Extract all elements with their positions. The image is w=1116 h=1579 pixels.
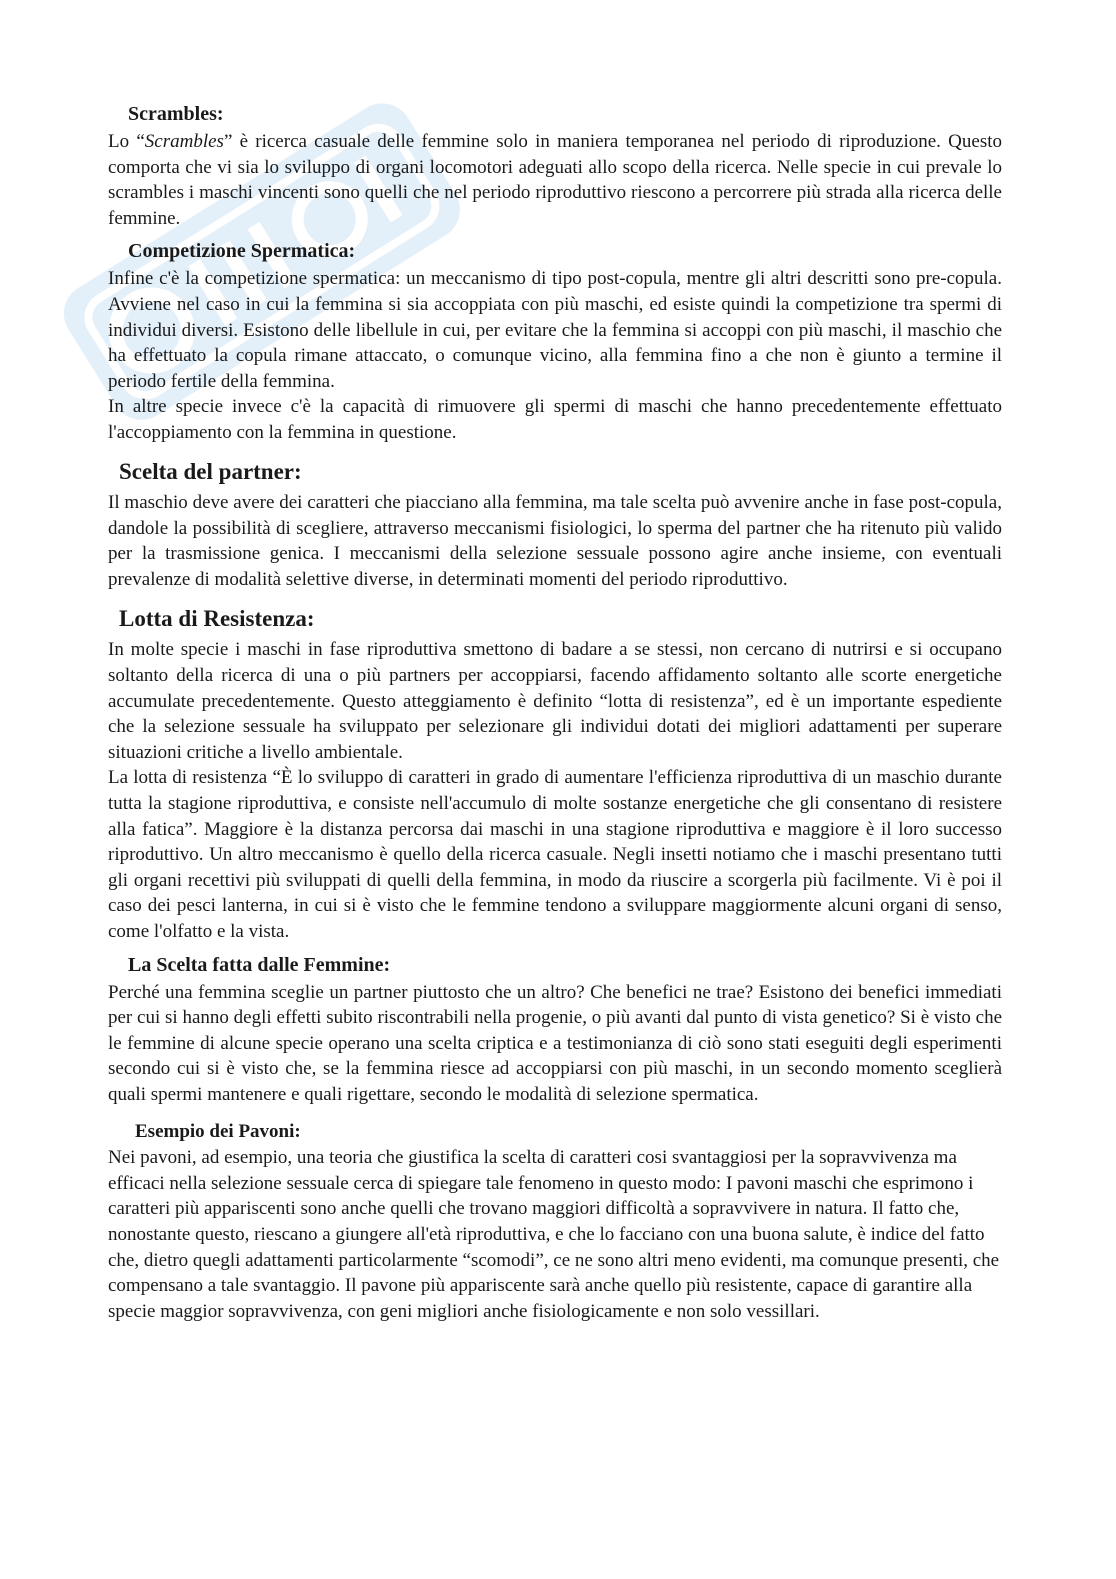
text-run: Lo “: [108, 131, 145, 152]
section-heading: La Scelta fatta dalle Femmine:: [128, 953, 391, 976]
section-scelta-del-partner: [108, 458, 1002, 593]
document-page: [108, 100, 1002, 1324]
section-competizione-spermatica: [108, 239, 1002, 445]
section-heading: Esempio dei Pavoni:: [135, 1120, 301, 1142]
paragraph: In altre specie invece c'è la capacità di rimuovere gli spermi di maschi che hanno precedentemente effettuato l'accoppiamento con la femmina in questione.: [108, 396, 1002, 443]
paragraph: [108, 129, 1002, 231]
section-lotta-di-resistenza: [108, 605, 1002, 945]
italic-term: Scrambles: [144, 131, 224, 152]
section-heading: Competizione Spermatica:: [128, 240, 356, 263]
paragraph: Infine c'è la competizione spermatica: un meccanismo di tipo post-copula, mentre gli altri descritti sono pre-copula. Avviene nel caso in cui la femmina si sia accoppiata con più maschi, ed esiste quindi la competizione tra spermi di individui diversi. Esistono delle libellule in cui, per evitare che la femmina si accoppi con più maschi, il maschio che ha effettuato la copula rimane attaccato, o comunque vicino, alla femmina fino a che non è giunto a termine il periodo fertile della femmina.: [108, 268, 1002, 392]
paragraph: Il maschio deve avere dei caratteri che piacciano alla femmina, ma tale scelta può avvenire anche in fase post-copula, dandole la possibilità di scegliere, attraverso meccanismi fisiologici, lo sperma del partner che ha ritenuto più valido per la trasmissione genica. I meccanismi della selezione sessuale possono agire anche insieme, con eventuali prevalenze di modalità selettive diverse, in determinati momenti del periodo riproduttivo.: [108, 492, 1002, 591]
paragraph: In molte specie i maschi in fase riproduttiva smettono di badare a se stessi, non cercano di nutrirsi e si occupano soltanto della ricerca di una o più partners per accoppiarsi, facendo affidamento soltanto alle scorte energetiche accumulate precedentemente. Questo atteggiamento è definito “lotta di resistenza”, ed è un importante espediente che la selezione sessuale ha sviluppato per selezionare gli individui dotati dei migliori adattamenti per superare situazioni critiche a livello ambientale.: [108, 639, 1002, 763]
paragraph: Perché una femmina sceglie un partner piuttosto che un altro? Che benefici ne trae? Esistono dei benefici immediati per cui si hanno degli effetti subito riscontrabili nella progenie, o più avanti dal punto di vista genetico? Si è visto che le femmine di alcune specie operano una scelta criptica e a testimonianza di ciò sono stati eseguiti degli esperimenti secondo cui si è visto che, se la femmina riesce ad accoppiarsi con più maschi, in un secondo momento sceglierà quali spermi mantenere e quali rigettare, secondo le modalità di selezione spermatica.: [108, 981, 1002, 1105]
section-heading: Scelta del partner:: [119, 458, 302, 484]
section-heading: Scrambles:: [128, 103, 224, 125]
section-scelta-femmine: [108, 953, 1002, 1108]
paragraph: La lotta di resistenza “È lo sviluppo di caratteri in grado di aumentare l'efficienza riproduttiva di un maschio durante tutta la stagione riproduttiva, e consiste nell'accumulo di molte sostanze energetiche che gli consentano di resistere alla fatica”. Maggiore è la distanza percorsa dai maschi in una stagione riproduttiva e maggiore è il loro successo riproduttivo. Un altro meccanismo è quello della ricerca casuale. Negli insetti notiamo che i maschi presentano tutti gli organi recettivi più sviluppati di quelli della femmina, in modo da riuscire a scorgerla più facilmente. Vi è poi il caso dei pesci lanterna, in cui si è visto che le femmine tendono a sviluppare maggiormente alcuni organi di senso, come l'olfatto e la vista.: [108, 767, 1002, 942]
section-esempio-pavoni: [108, 1120, 1002, 1325]
text-run: ” è ricerca casuale delle femmine solo in maniera temporanea nel periodo di riproduzione. Questo comporta che vi sia lo sviluppo di organi locomotori adeguati allo scopo della ricerca. Nelle specie in cui prevale lo scrambles i maschi vincenti sono quelli che nel periodo riproduttivo riescono a percorrere più strada alla ricerca delle femmine.: [108, 131, 1002, 229]
section-scrambles: [108, 102, 1002, 231]
paragraph: Nei pavoni, ad esempio, una teoria che giustifica la scelta di caratteri cosi svantaggiosi per la sopravvivenza ma efficaci nella selezione sessuale cerca di spiegare tale fenomeno in questo modo: I pavoni maschi che esprimono i caratteri più appariscenti sono anche quelli che trovano maggiori difficoltà a sopravvivere in natura. Il fatto che, nonostante questo, riescano a giungere all'età riproduttiva, e che lo facciano con una buona salute, è indice del fatto che, dietro quegli adattamenti particolarmente “scomodi”, ce ne sono altri meno evidenti, ma comunque presenti, che compensano a tale svantaggio. Il pavone più appariscente sarà anche quello più resistente, capace di garantire alla specie maggior sopravvivenza, con geni migliori anche fisiologicamente e non solo vessillari.: [108, 1147, 1000, 1322]
section-heading: Lotta di Resistenza:: [119, 605, 315, 631]
